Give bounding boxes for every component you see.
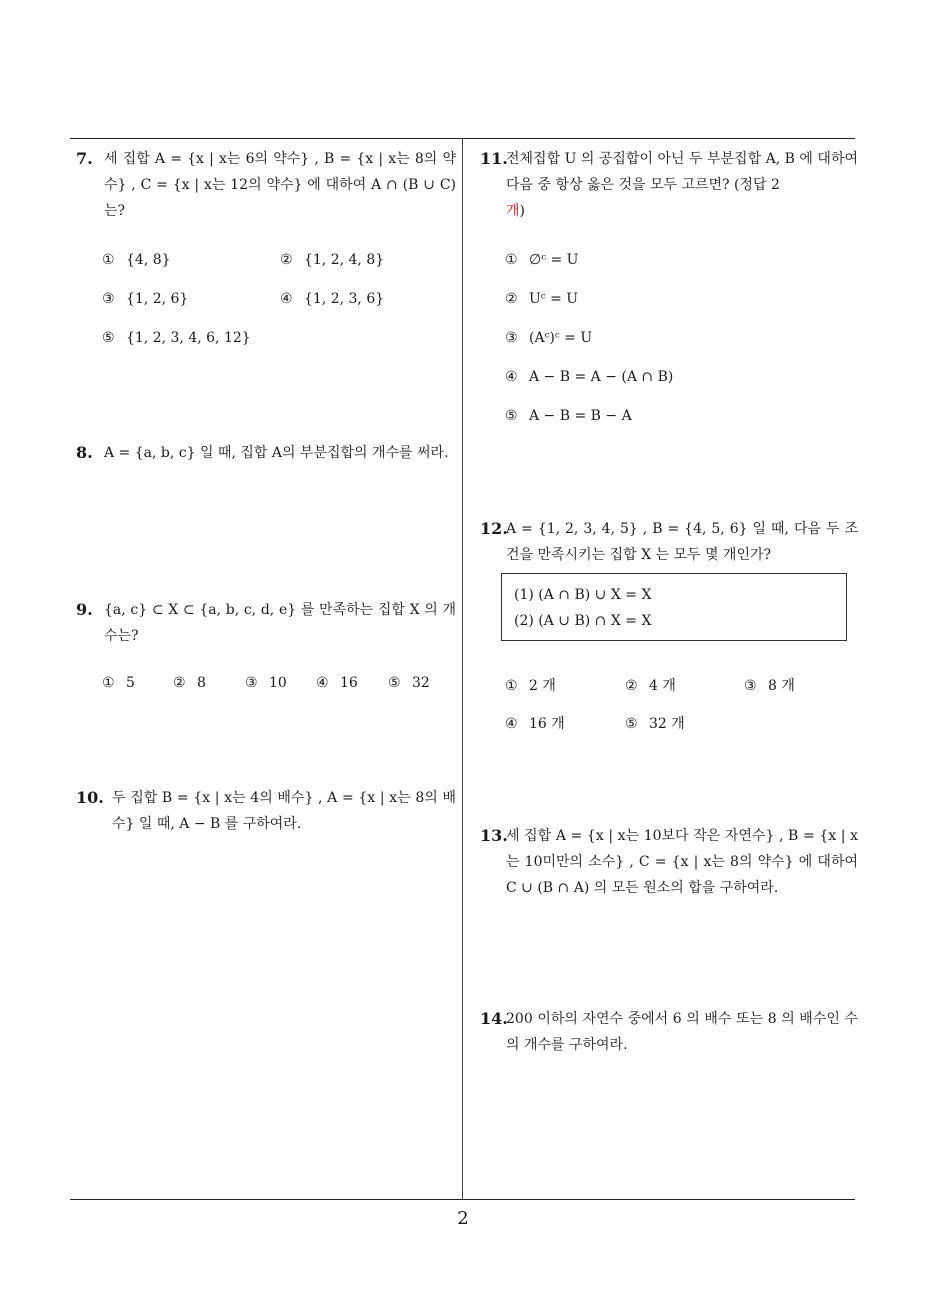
question-stem: 두 집합 B = {x | x는 4의 배수} , A = {x | x는 8의 배수} 일 때, A − B 를 구하여라.: [112, 790, 456, 832]
choice-4[interactable]: ④ A − B = A − (A ∩ B): [505, 369, 674, 385]
question-13: [480, 823, 858, 901]
question-stem: {a, c} ⊂ X ⊂ {a, b, c, d, e} 를 만족하는 집합 X 의 개수는?: [104, 602, 456, 644]
choice-5[interactable]: ⑤ A − B = B − A: [505, 408, 632, 424]
condition-2: (2) (A ∪ B) ∩ X = X: [514, 613, 652, 629]
choice-2[interactable]: ② 8: [173, 675, 206, 691]
question-10: [76, 785, 456, 837]
choice-5[interactable]: ⑤ 32: [388, 675, 430, 691]
question-number: 12.: [480, 519, 508, 538]
question-7: [76, 146, 456, 224]
choice-2[interactable]: ② 4 개: [625, 678, 676, 694]
page-number: 2: [457, 1208, 469, 1229]
question-12: [480, 516, 858, 568]
choice-5[interactable]: ⑤ 32 개: [625, 716, 685, 732]
choice-4[interactable]: ④ {1, 2, 3, 6}: [280, 291, 385, 307]
choice-3[interactable]: ③ {1, 2, 6}: [102, 291, 189, 307]
highlighted-text: 개: [506, 203, 520, 219]
question-number: 11.: [480, 149, 508, 168]
choice-1[interactable]: ① {4, 8}: [102, 252, 171, 268]
question-11: [480, 146, 858, 224]
question-number: 10.: [76, 788, 104, 807]
bottom-rule: [70, 1199, 855, 1200]
question-stem: 200 이하의 자연수 중에서 6 의 배수 또는 8 의 배수인 수의 개수를 구하여라.: [506, 1011, 858, 1053]
question-number: 14.: [480, 1009, 508, 1028]
question-number: 13.: [480, 826, 508, 845]
column-divider: [462, 139, 463, 1199]
conditions-box: [501, 573, 847, 641]
choice-4[interactable]: ④ 16: [316, 675, 358, 691]
choice-1[interactable]: ① ∅ᶜ = U: [505, 252, 579, 268]
question-8: [76, 440, 456, 466]
choice-1[interactable]: ① 2 개: [505, 678, 556, 694]
choice-3[interactable]: ③ 10: [245, 675, 287, 691]
question-stem: A = {1, 2, 3, 4, 5} , B = {4, 5, 6} 일 때, 다음 두 조건을 만족시키는 집합 X 는 모두 몇 개인가?: [506, 521, 858, 563]
question-9: [76, 597, 456, 649]
choice-5[interactable]: ⑤ {1, 2, 3, 4, 6, 12}: [102, 330, 251, 346]
question-14: [480, 1006, 858, 1058]
question-stem: 전체집합 U 의 공집합이 아닌 두 부분집합 A, B 에 대하여 다음 중 항상 옳은 것을 모두 고르면? (정답 2 개): [506, 151, 858, 219]
condition-1: (1) (A ∩ B) ∪ X = X: [514, 587, 652, 603]
choice-3[interactable]: ③ (Aᶜ)ᶜ = U: [505, 330, 593, 346]
question-number: 7.: [76, 149, 93, 168]
choice-1[interactable]: ① 5: [102, 675, 135, 691]
choice-3[interactable]: ③ 8 개: [744, 678, 795, 694]
question-stem: A = {a, b, c} 일 때, 집합 A의 부분집합의 개수를 써라.: [104, 445, 449, 461]
choice-4[interactable]: ④ 16 개: [505, 716, 565, 732]
choice-2[interactable]: ② Uᶜ = U: [505, 291, 579, 307]
question-stem: 세 집합 A = {x | x는 6의 약수} , B = {x | x는 8의 약수} , C = {x | x는 12의 약수} 에 대하여 A ∩ (B ∪ C) 는?: [104, 151, 456, 219]
question-number: 9.: [76, 600, 93, 619]
question-number: 8.: [76, 443, 93, 462]
question-stem: 세 집합 A = {x | x는 10보다 작은 자연수} , B = {x | x는 10미만의 소수} , C = {x | x는 8의 약수} 에 대하여 C ∪ (B ∩ A) 의 모든 원소의 합을 구하여라.: [506, 828, 858, 896]
choice-2[interactable]: ② {1, 2, 4, 8}: [280, 252, 385, 268]
